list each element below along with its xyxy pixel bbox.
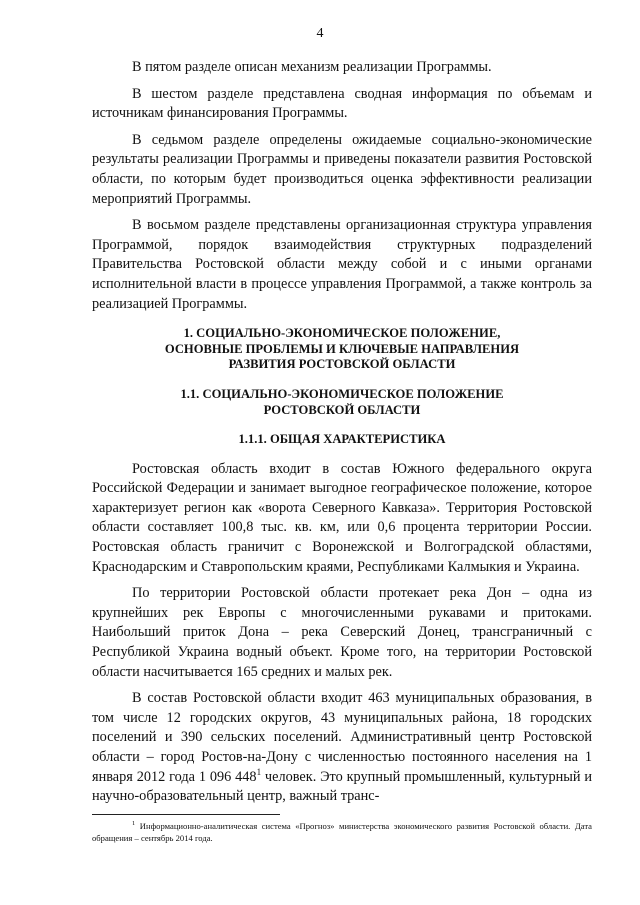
heading-section-1-1 — [92, 387, 592, 418]
heading-section-1-1-line: 1.1. СОЦИАЛЬНО-ЭКОНОМИЧЕСКОЕ ПОЛОЖЕНИЕ — [180, 386, 504, 401]
footnote-text: Информационно-аналитическая система «Прогноз» министерства экономического развития Ростовской области. Дата обращения – сентябрь 2014 года. — [92, 821, 592, 843]
footnote-divider — [92, 814, 280, 815]
footnote — [92, 820, 592, 844]
page-number: 4 — [316, 26, 324, 41]
paragraph-section-five: В пятом разделе описан механизм реализации Программы. — [132, 59, 492, 75]
paragraph-section-seven: В седьмом разделе определены ожидаемые социально-экономические результаты реализации Программы и приведены показатели развития Ростовской области, по которым будет производиться оценка эффективности реализации мероприятий Программы. — [92, 131, 592, 207]
paragraph-region-overview: Ростовская область входит в состав Южного федерального округа Российской Федерации и занимает выгодное географическое положение, которое характеризует регион как «ворота Северного Кавказа». Территория Ростовской области составляет 100,8 тыс. кв. км, или 0,6 процента территории России. Ростовская область граничит с Воронежской и Волгоградской областями, Краснодарским и Ставропольским краями, Республиками Калмыкия и Украина. — [92, 460, 592, 575]
heading-chapter-1 — [92, 326, 592, 373]
heading-chapter-1-line: РАЗВИТИЯ РОСТОВСКОЙ ОБЛАСТИ — [228, 357, 456, 372]
paragraph-text: человек. Это крупный промышленный, культурный и научно-образовательный центр, важный транс- — [92, 768, 592, 805]
paragraph-rivers: По территории Ростовской области протекает река Дон – одна из крупнейших рек Европы с многочисленными рукавами и притоками. Наибольший приток Дона – река Северский Донец, трансграничный с Республикой Украина водный объект. Кроме того, на территории Ростовской области насчитывается 165 средних и малых рек. — [92, 585, 592, 680]
paragraph-section-six: В шестом разделе представлена сводная информация по объемам и источникам финансирования Программы. — [92, 85, 592, 122]
document-body — [92, 58, 592, 814]
heading-chapter-1-line: ОСНОВНЫЕ ПРОБЛЕМЫ И КЛЮЧЕВЫЕ НАПРАВЛЕНИЯ — [164, 341, 520, 356]
heading-section-1-1-line: РОСТОВСКОЙ ОБЛАСТИ — [263, 402, 421, 417]
heading-section-1-1-1: 1.1.1. ОБЩАЯ ХАРАКТЕРИСТИКА — [238, 432, 446, 447]
footnote-reference[interactable]: 1 — [256, 766, 262, 777]
paragraph-section-eight: В восьмом разделе представлены организационная структура управления Программой, порядок взаимодействия структурных подразделений Правительства Ростовской области между собой и с иными органами исполнительной власти в процессе управления Программой, а также контроль за реализацией Программы. — [92, 217, 592, 312]
paragraph-municipalities — [92, 689, 592, 807]
paragraph-text: В состав Ростовской области входит 463 муниципальных образования, в том числе 12 городских округов, 43 муниципальных района, 18 городских поселений и 390 сельских поселений. Административный центр Ростовской области – город Ростов-на-Дону с численностью постоянного населения на 1 января 2012 года 1 096 448 — [92, 690, 592, 785]
footnote-mark: 1 — [132, 820, 136, 828]
heading-chapter-1-line: 1. СОЦИАЛЬНО-ЭКОНОМИЧЕСКОЕ ПОЛОЖЕНИЕ, — [183, 326, 501, 341]
